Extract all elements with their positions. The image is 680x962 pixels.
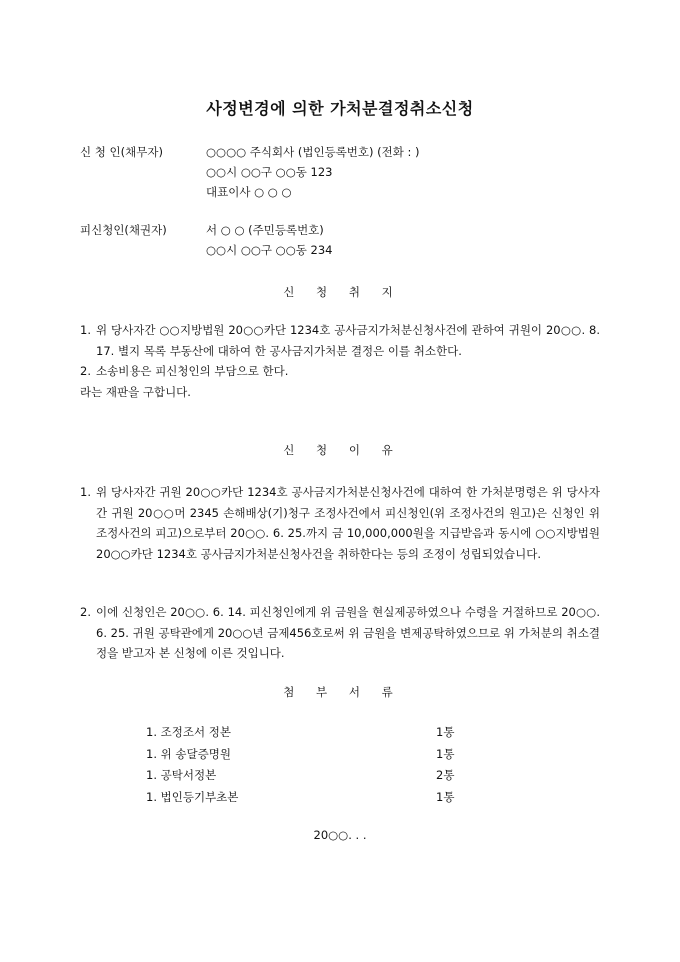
applicant-line: 대표이사 ○ ○ ○ — [206, 185, 292, 199]
respondent-line: ○○시 ○○구 ○○동 234 — [206, 243, 333, 257]
attachment-count: 1통 — [436, 746, 455, 761]
attachment-count: 1통 — [436, 789, 455, 804]
attachment-count: 2통 — [436, 768, 455, 782]
attachment-row — [146, 744, 466, 766]
purpose-item — [80, 361, 600, 382]
item-number: 2. — [80, 364, 91, 378]
applicant-line: ○○○○ 주식회사 (법인등록번호) (전화 : ) — [206, 145, 420, 159]
reasons-item — [80, 602, 600, 664]
purpose-closing: 라는 재판을 구합니다. — [80, 384, 191, 399]
attachment-row — [146, 787, 466, 809]
respondent-line: 서 ○ ○ (주민등록번호) — [206, 223, 324, 237]
attachment-name: 1. 공탁서정본 — [146, 768, 217, 782]
item-text: 위 당사자간 귀원 20○○카단 1234호 공사금지가처분신청사건에 대하여 한 가처분명령은 위 당사자간 귀원 20○○머 2345 손해배상(기)청구 조정사건에서 피신청인(위 조정사건의 원고)은 신청인 위 조정사건의 피고)으로부터 20○○. 6. 25.까지 금 10,000,000원을 지급받음과 동시에 ○○지방법원 20○○카단 1234호 공사금지가처분신청사건을 취하한다는 등의 조정이 성립되었습니다. — [96, 485, 600, 561]
purpose-item — [80, 320, 600, 361]
document-title: 사정변경에 의한 가처분결정취소신청 — [206, 99, 474, 118]
item-number: 1. — [80, 485, 91, 499]
attachments-list — [146, 722, 466, 808]
attachment-name: 1. 위 송달증명원 — [146, 746, 231, 761]
attachment-name: 1. 조정조서 정본 — [146, 725, 231, 739]
attachment-count: 1통 — [436, 725, 455, 739]
applicant-line: ○○시 ○○구 ○○동 123 — [206, 165, 333, 179]
attachments-heading: 첨 부 서 류 — [283, 685, 397, 699]
purpose-heading: 신 청 취 지 — [283, 285, 397, 299]
item-number: 2. — [80, 605, 91, 619]
item-number: 1. — [80, 323, 91, 337]
attachment-name: 1. 법인등기부초본 — [146, 789, 239, 804]
purpose-section — [80, 320, 600, 402]
reasons-heading: 신 청 이 유 — [283, 443, 397, 457]
attachment-row — [146, 765, 466, 787]
item-text: 위 당사자간 ○○지방법원 20○○카단 1234호 공사금지가처분신청사건에 관하여 귀원이 20○○. 8. 17. 별지 목록 부동산에 대하여 한 공사금지가처분 결정은 이를 취소한다. — [96, 323, 600, 358]
item-text: 이에 신청인은 20○○. 6. 14. 피신청인에게 위 금원을 현실제공하였으나 수령을 거절하므로 20○○. 6. 25. 귀원 공탁관에게 20○○년 금제456호로써 위 금원을 변제공탁하였으므로 위 가처분의 취소결정을 받고자 본 신청에 이른 것입니다. — [96, 605, 600, 660]
item-text: 소송비용은 피신청인의 부담으로 한다. — [96, 364, 289, 378]
document-date: 20○○. . . — [313, 828, 367, 842]
reasons-item — [80, 482, 600, 564]
respondent-label: 피신청인(채권자) — [80, 223, 167, 237]
applicant-label: 신 청 인(채무자) — [80, 145, 163, 159]
attachment-row — [146, 722, 466, 744]
